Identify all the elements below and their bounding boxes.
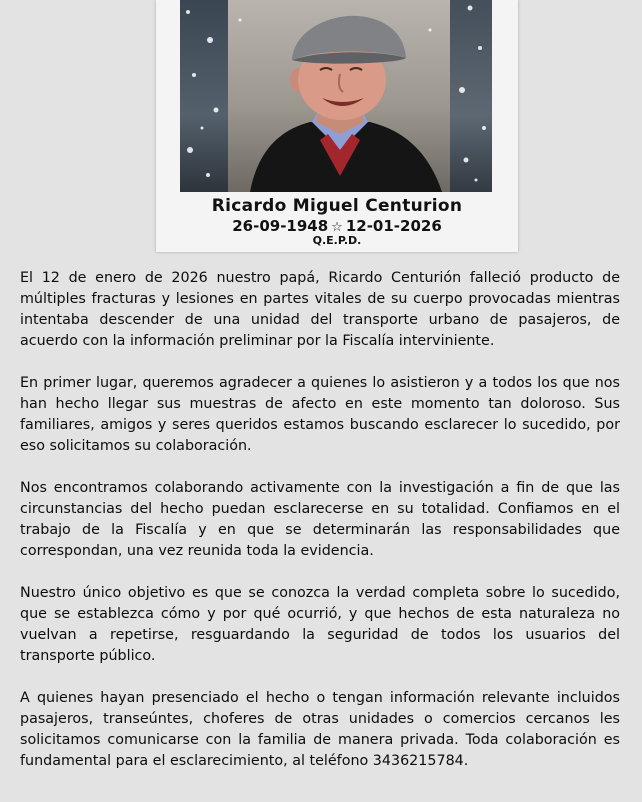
statement-paragraph: El 12 de enero de 2026 nuestro papá, Ricardo Centurión falleció producto de múltiples fracturas y lesiones en partes vitales de su cuerpo provocadas mientras intentaba descender de una unidad del transporte urbano de pasajeros, de acuerdo con la información preliminar por la Fiscalía interviniente. bbox=[20, 270, 620, 349]
birth-date: 26-09-1948 bbox=[232, 217, 329, 235]
death-date: 12-01-2026 bbox=[345, 217, 442, 235]
statement-paragraph: Nos encontramos colaborando activamente con la investigación a fin de que las circunstancias del hecho puedan esclarecerse en su totalidad. Confiamos en el trabajo de la Fiscalía y en que se determinarán las responsabilidades que correspondan, una vez reunida toda la evidencia. bbox=[20, 480, 620, 559]
deceased-name: Ricardo Miguel Centurion bbox=[211, 196, 463, 216]
portrait-illustration bbox=[180, 0, 492, 192]
statement-paragraph: En primer lugar, queremos agradecer a quienes lo asistieron y a todos los que nos han hecho llegar sus muestras de afecto en este momento tan doloroso. Sus familiares, amigos y seres queridos estamos buscando esclarecer lo sucedido, por eso solicitamos su colaboración. bbox=[20, 375, 620, 454]
statement-paragraph: Nuestro único objetivo es que se conozca la verdad completa sobre lo sucedido, que se establezca cómo y por qué ocurrió, y que hechos de esta naturaleza no vuelvan a repetirse, resguardando la seguridad de todos los usuarios del transporte público. bbox=[20, 585, 620, 664]
qepd-label: Q.E.P.D. bbox=[312, 234, 362, 247]
family-statement bbox=[20, 268, 620, 793]
memorial-card bbox=[156, 0, 518, 252]
portrait-photo bbox=[180, 0, 492, 192]
statement-paragraph: A quienes hayan presenciado el hecho o tengan información relevante incluidos pasajeros, transeúntes, choferes de otras unidades o comercios cercanos les solicitamos comunicarse con la familia de manera privada. Toda colaboración es fundamental para el esclarecimiento, al teléfono 3436215784. bbox=[20, 690, 620, 769]
life-dates bbox=[156, 217, 518, 235]
star-icon: ☆ bbox=[331, 220, 343, 235]
